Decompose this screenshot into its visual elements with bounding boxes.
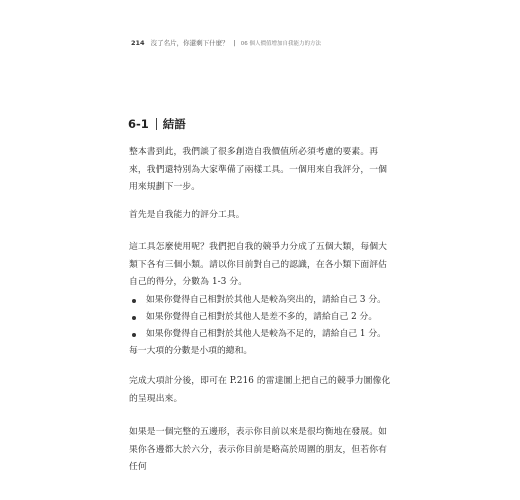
paragraph-tool-intro: 首先是自我能力的評分工具。 xyxy=(129,210,245,220)
bullet-icon xyxy=(132,299,136,303)
section-title: 結語 xyxy=(162,117,186,131)
running-header xyxy=(131,38,321,47)
header-separator: | xyxy=(233,39,236,47)
page-number: 214 xyxy=(131,39,145,47)
list-item xyxy=(129,309,391,326)
paragraph-how-to-use: 這工具怎麼使用呢？我們把自我的競爭力分成了五個大類，每個大類下各有三個小類。請以你目前對自己的認識，在各小類下面評估自己的得分，分數為 1-3 分。 xyxy=(129,242,388,287)
paragraph-radar: 完成大項計分後，即可在 P.216 的雷達圖上把自己的競爭力圖像化的呈現出來。 xyxy=(129,376,391,404)
list-item-text: 如果你覺得自己相對於其他人是較為突出的，請給自己 3 分。 xyxy=(146,295,386,305)
list-item xyxy=(129,292,391,309)
book-title: 沒了名片，你還剩下什麼？ xyxy=(150,39,229,47)
list-item-text: 如果你覺得自己相對於其他人是較為不足的，請給自己 1 分。 xyxy=(146,329,386,339)
paragraph-pentagon: 如果是一個完整的五邊形，表示你目前以來是很均衡地在發展。如果你各邊都大於六分，表示你目前是略高於周圍的朋友，但若你有任何 xyxy=(129,427,388,472)
section-heading xyxy=(128,116,186,132)
section-number: 6-1 xyxy=(128,117,149,131)
list-item-text: 如果你覺得自己相對於其他人是差不多的，請給自己 2 分。 xyxy=(146,312,378,322)
bullet-icon xyxy=(132,316,136,320)
paragraph-sum-note: 每一大項的分數是小項的總和。 xyxy=(129,346,253,356)
chapter-title: 06 個人價值增加自我能力的方法 xyxy=(240,41,322,47)
paragraph-intro: 整本書到此，我們談了很多創造自我價值所必須考慮的要素。再來，我們還特別為大家準備了兩樣工具。一個用來自我評分，一個用來規劃下一步。 xyxy=(129,147,388,192)
bullet-icon xyxy=(132,333,136,337)
scoring-list xyxy=(129,292,391,343)
list-item xyxy=(129,326,391,343)
section-divider xyxy=(156,118,157,130)
